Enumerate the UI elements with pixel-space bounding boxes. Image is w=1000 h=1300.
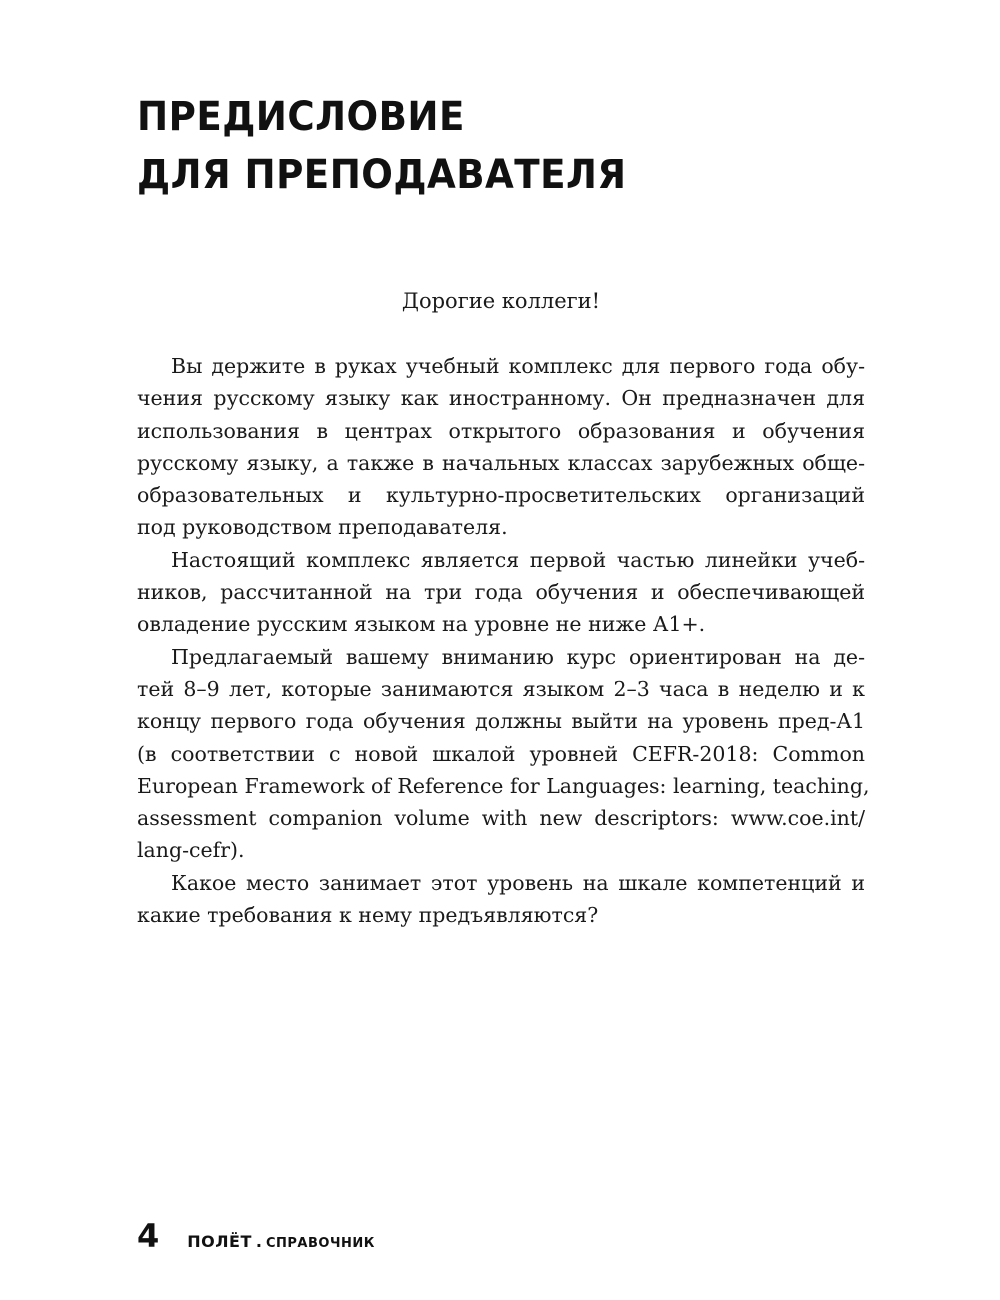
paragraph-line: lang-cefr).	[137, 838, 245, 863]
chapter-title-line-2: ДЛЯ ПРЕПОДАВАТЕЛЯ	[137, 152, 627, 198]
chapter-title-line-1: ПРЕДИСЛОВИЕ	[137, 94, 465, 140]
running-section-title: СПРАВОЧНИК	[265, 1236, 375, 1251]
body-text	[137, 350, 870, 931]
paragraph-line: концу первого года обучения должны выйти на уровень пред-А1	[137, 709, 865, 734]
paragraph-line: под руководством преподавателя.	[137, 515, 508, 540]
paragraph-line: тей 8–9 лет, которые занимаются языком 2–3 часа в неделю и к	[137, 676, 865, 701]
running-separator: .	[255, 1232, 262, 1251]
paragraph-line: чения русскому языку как иностранному. Он предназначен для	[137, 386, 865, 411]
paragraph-line: Какое место занимает этот уровень на шкале компетенций и	[171, 870, 865, 895]
page-footer	[137, 1217, 375, 1253]
paragraph-line: образовательных и культурно-просветительских организаций	[137, 483, 865, 508]
page-number: 4	[137, 1217, 160, 1255]
paragraph-line: assessment companion volume with new descriptors: www.coe.int/	[137, 806, 865, 831]
greeting: Дорогие коллеги!	[401, 289, 601, 313]
paragraph-line: какие требования к нему предъявляются?	[137, 903, 599, 928]
running-book-title: ПОЛЁТ	[187, 1232, 252, 1251]
paragraph-line: ников, рассчитанной на три года обучения и обеспечивающей	[137, 580, 865, 605]
paragraph-line: Вы держите в руках учебный комплекс для первого года обу-	[171, 354, 865, 378]
paragraph-line: (в соответствии с новой шкалой уровней CEFR-2018: Common	[137, 741, 865, 766]
paragraph	[137, 641, 870, 867]
chapter-title	[137, 88, 626, 204]
paragraph	[137, 350, 865, 544]
paragraph-line: овладение русским языком на уровне не ниже А1+.	[137, 612, 706, 637]
paragraph	[137, 544, 865, 641]
paragraph-line: European Framework of Reference for Languages: learning, teaching,	[137, 773, 870, 798]
paragraph-line: русскому языку, а также в начальных классах зарубежных обще-	[137, 450, 865, 475]
paragraph-line: использования в центрах открытого образования и обучения	[137, 418, 865, 443]
paragraph	[137, 867, 865, 932]
paragraph-line: Настоящий комплекс является первой частью линейки учеб-	[171, 547, 865, 572]
paragraph-line: Предлагаемый вашему вниманию курс ориентирован на де-	[171, 644, 865, 669]
